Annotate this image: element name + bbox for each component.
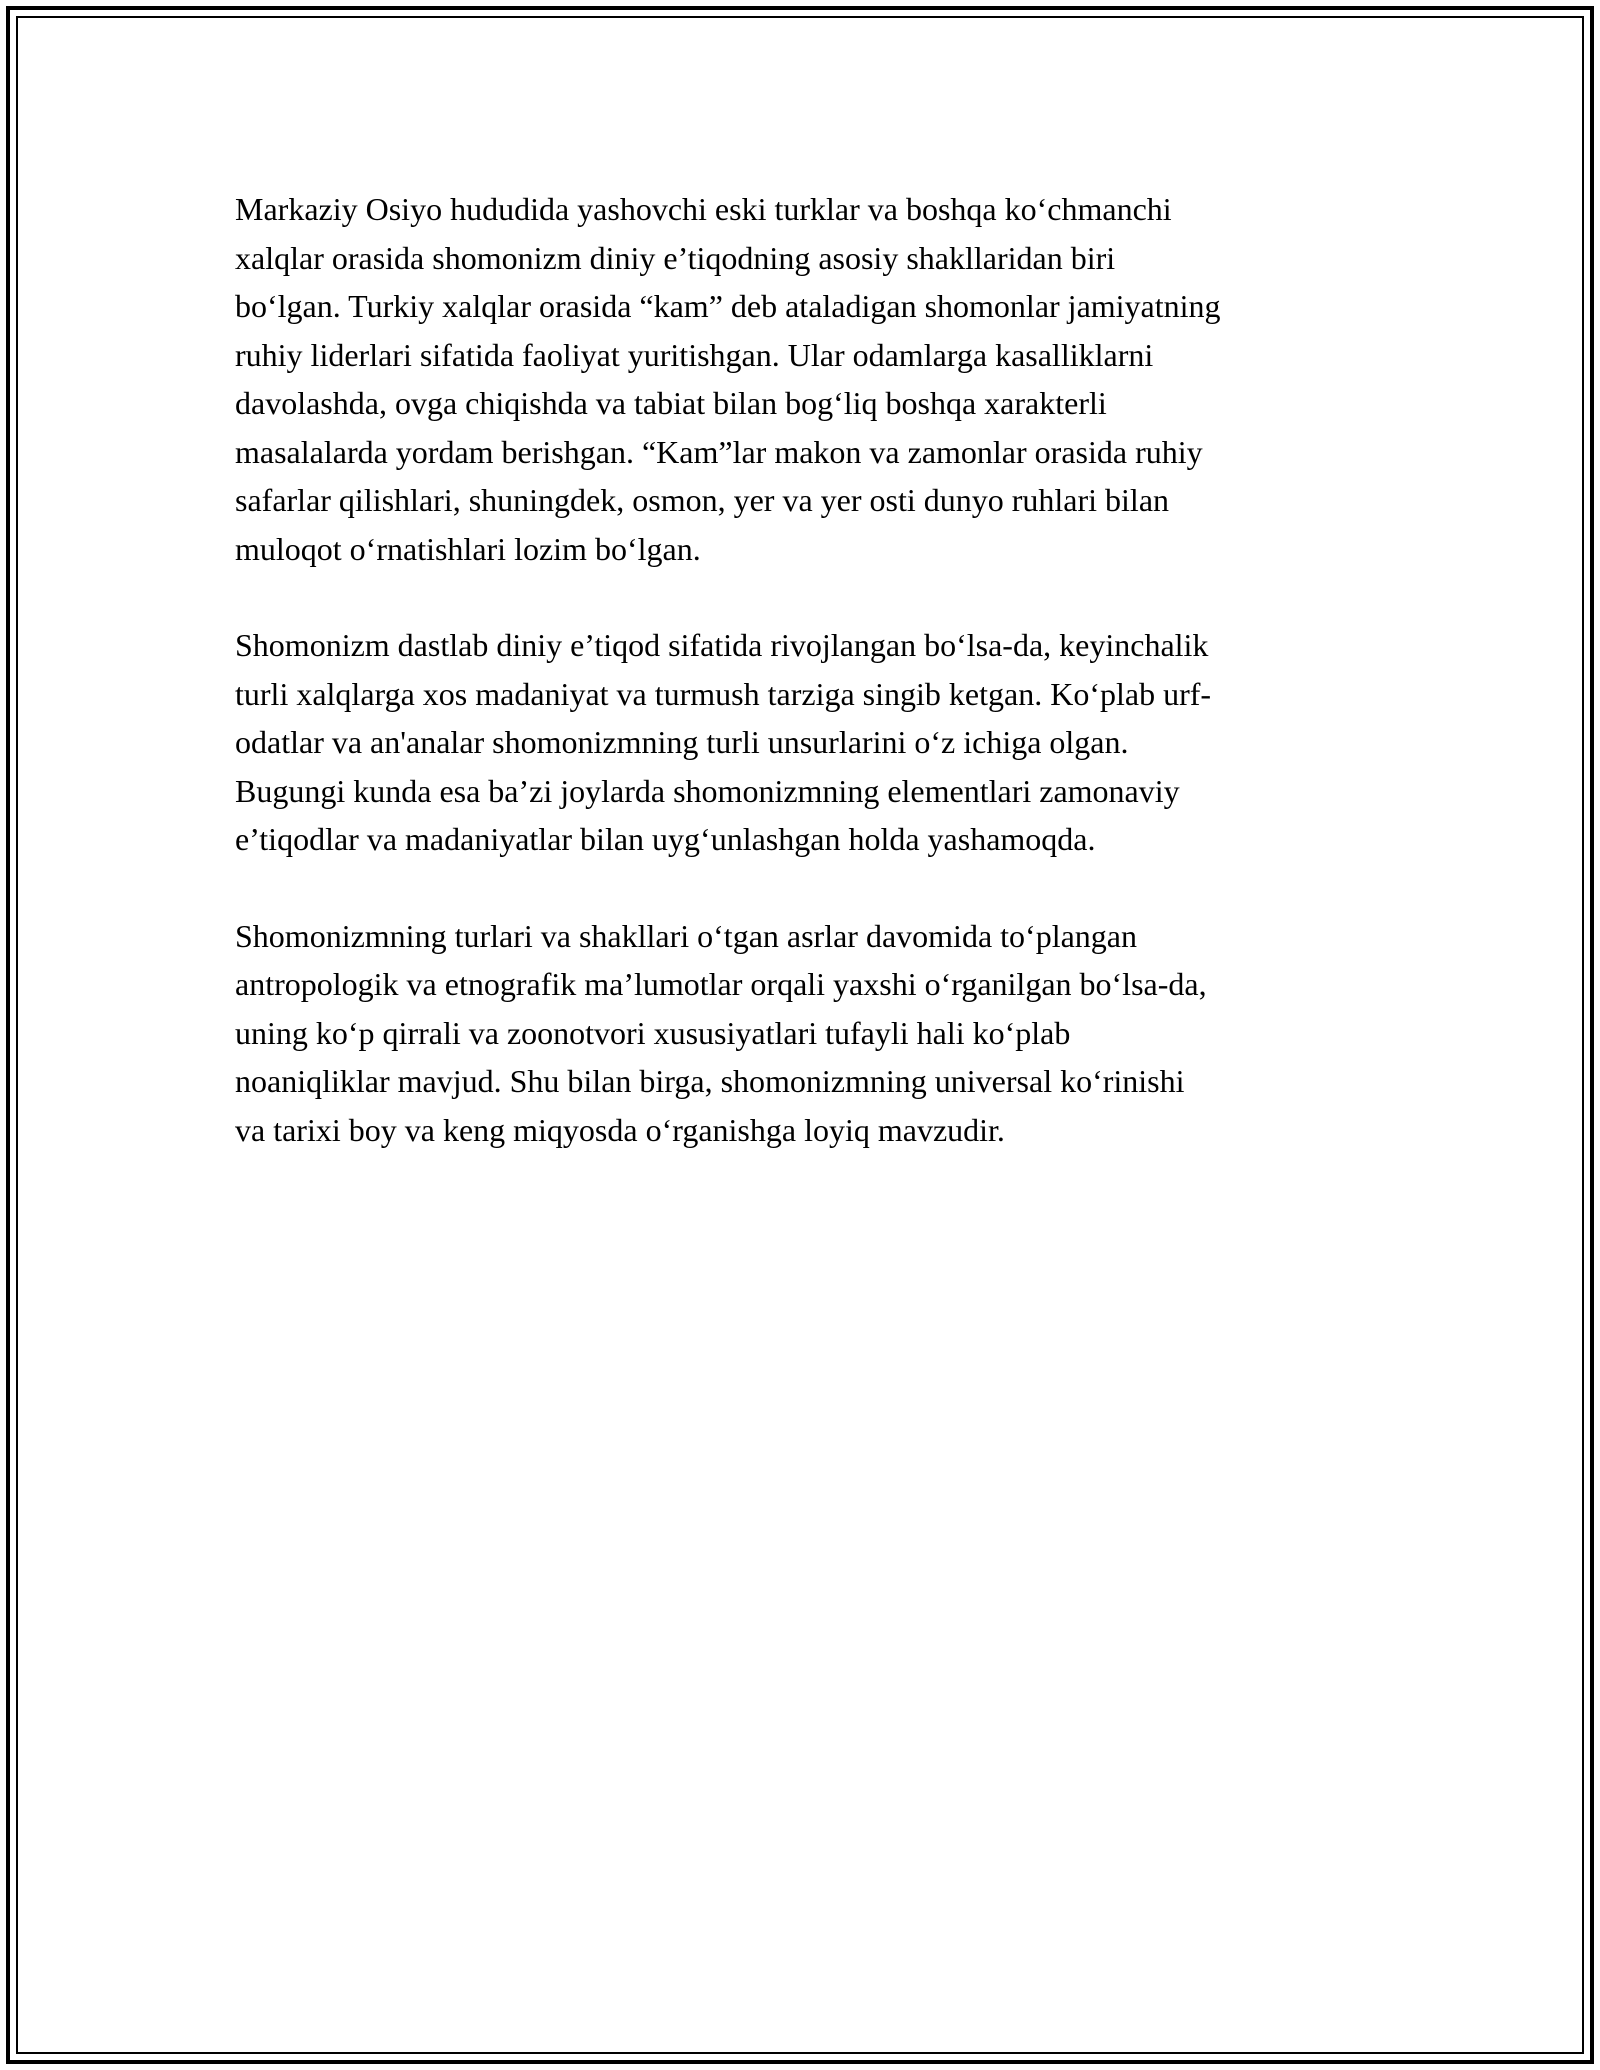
paragraph-3: Shomonizmning turlari va shakllari o‘tgan asrlar davomida to‘plangan antropologik va etnografik ma’lumotlar orqali yaxshi o‘rganilgan bo‘lsa-da, uning ko‘p qirrali va zoonotvori xususiyatlari tufayli hali ko‘plab noaniqliklar mavjud. Shu bilan birga, shomonizmning universal ko‘rinishi va tarixi boy va keng miqyosda o‘rganishga loyiq mavzudir. [235,917,1207,1148]
paragraph-2: Shomonizm dastlab diniy e’tiqod sifatida rivojlangan bo‘lsa-da, keyinchalik turli xalqlarga xos madaniyat va turmush tarziga singib ketgan. Ko‘plab urf- odatlar va an'analar shomonizmning turli unsurlarini o‘z ichiga olgan. Bugungi kunda esa ba’zi joylarda shomonizmning elementlari zamonaviy e’tiqodlar va madaniyatlar bilan uyg‘unlashgan holda yashamoqda. [235,627,1212,857]
paragraph-1: Markaziy Osiyo hududida yashovchi eski turklar va boshqa ko‘chmanchi xalqlar orasida shomonizm diniy e’tiqodning asosiy shakllaridan biri bo‘lgan. Turkiy xalqlar orasida “kam” deb ataladigan shomonlar jamiyatning ruhiy liderlari sifatida faoliyat yuritishgan. Ular odamlarga kasalliklarni davolashda, ovga chiqishda va tabiat bilan bog‘liq boshqa xarakterli masalalarda yordam berishgan. “Kam”lar makon va zamonlar orasida ruhiy safarlar qilishlari, shuningdek, osmon, yer va yer osti dunyo ruhlari bilan muloqot o‘rnatishlari lozim bo‘lgan. [235,191,1221,567]
document-body [235,185,1380,1202]
